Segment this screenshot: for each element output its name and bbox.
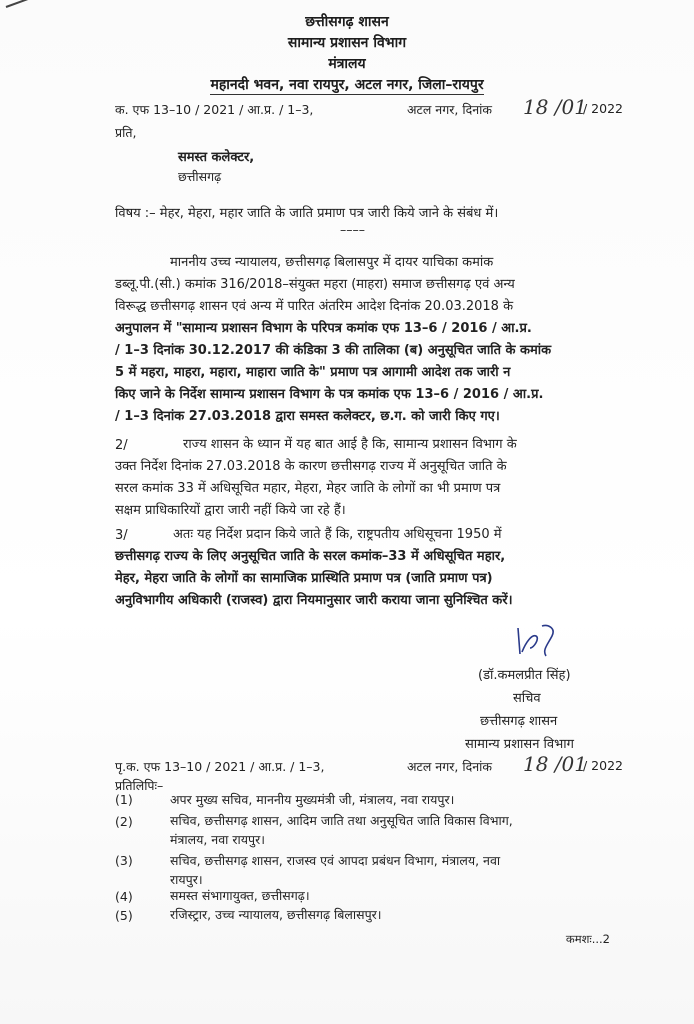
address-line: [0, 75, 694, 94]
copy-item-text: [170, 851, 500, 889]
copy-item-line: समस्त संभागायुक्त, छत्तीसगढ़।: [170, 888, 310, 903]
para1-line: अनुपालन में "सामान्य प्रशासन विभाग के परिपत्र कमांक एफ 13–6 / 2016 / आ.प्र.: [115, 321, 532, 336]
addressee-prefix: प्रति,: [115, 125, 137, 140]
copy-item-number: (4): [115, 889, 133, 904]
copy-item-number: (1): [115, 792, 133, 807]
para3-line: छत्तीसगढ़ राज्य के लिए अनुसूचित जाति के सरल कमांक–33 में अधिसूचित महार,: [115, 549, 506, 564]
copy-item-line: मंत्रालय, नवा रायपुर।: [170, 832, 265, 847]
copy-item-line: रजिस्ट्रार, उच्च न्यायालय, छत्तीसगढ़ बिलासपुर।: [170, 907, 382, 922]
copy-item-line: सचिव, छत्तीसगढ़ शासन, राजस्व एवं आपदा प्रबंधन विभाग, मंत्रालय, नवा: [170, 853, 501, 868]
para1-line: किए जाने के निर्देश सामान्य प्रशासन विभाग के पत्र कमांक एफ 13–6 / 2016 / आ.प्र.: [115, 387, 544, 402]
signatory-name: (डॉ.कमलप्रीत सिंह): [478, 668, 571, 683]
para1-line: डब्लू.पी.(सी.) कमांक 316/2018–संयुक्त महरा (माहरा) समाज छत्तीसगढ़ एवं अन्य: [115, 277, 515, 292]
copy-item-text: [170, 811, 513, 849]
signature-scrawl: [512, 622, 564, 662]
copy-item-line: अपर मुख्य सचिव, माननीय मुख्यमंत्री जी, मंत्रालय, नवा रायपुर।: [170, 792, 455, 807]
signatory-org1: छत्तीसगढ़ शासन: [480, 714, 558, 729]
ministry-title: मंत्रालय: [328, 56, 366, 72]
para2-line: सक्षम प्राधिकारियों द्वारा जारी नहीं किये जा रहे हैं।: [115, 503, 346, 518]
department-title: सामान्य प्रशासन विभाग: [287, 35, 407, 51]
endorsement-date-label: अटल नगर, दिनांक: [407, 759, 492, 774]
pen-mark: [6, 0, 44, 8]
copy-item-line: रायपुर।: [170, 872, 203, 887]
subject-line: विषय :– मेहर, मेहरा, महार जाति के जाति प्रमाण पत्र जारी किये जाने के संबंध में।: [115, 206, 499, 221]
para1-line: / 1–3 दिनांक 27.03.2018 द्वारा समस्त कलेक्टर, छ.ग. को जारी किए गए।: [115, 409, 500, 424]
para3-number: 3/: [115, 528, 128, 543]
endorsement-ref: पृ.क. एफ 13–10 / 2021 / आ.प्र. / 1–3,: [115, 759, 325, 774]
address-text: महानदी भवन, नवा रायपुर, अटल नगर, जिला–रायपुर: [210, 77, 484, 93]
para3-line: अतः यह निर्देश प्रदान किये जाते हैं कि, राष्ट्रपतीय अधिसूचना 1950 में: [173, 527, 502, 542]
para1-line: विरूद्ध छत्तीसगढ़ शासन एवं अन्य में पारित अंतरिम आदेश दिनांक 20.03.2018 के: [115, 299, 514, 314]
subject-rule: ––––: [340, 222, 365, 237]
copy-item-number: (5): [115, 908, 133, 923]
letter-ref: क. एफ 13–10 / 2021 / आ.प्र. / 1–3,: [115, 102, 314, 117]
para1-line: / 1–3 दिनांक 30.12.2017 की कंडिका 3 की तालिका (ब) अनुसूचित जाति के कमांक: [115, 343, 552, 358]
addressee-line2: छत्तीसगढ़: [178, 169, 222, 184]
para3-line: अनुविभागीय अधिकारी (राजस्व) द्वारा नियमानुसार जारी कराया जाना सुनिश्चित करें।: [115, 593, 513, 608]
copy-item-number: (2): [115, 814, 133, 829]
letter-date-handwritten: 18 /01: [523, 95, 587, 119]
copy-item-number: (3): [115, 853, 133, 868]
govt-title: छत्तीसगढ़ शासन: [305, 14, 389, 30]
signatory-org2: सामान्य प्रशासन विभाग: [465, 737, 574, 752]
para1-line: 5 में महरा, माहरा, महारा, माहारा जाति के" प्रमाण पत्र आगामी आदेश तक जारी न: [115, 365, 511, 380]
para2-number: 2/: [115, 438, 128, 453]
endorsement-date-handwritten: 18 /01: [523, 752, 587, 776]
para1-line: माननीय उच्च न्यायालय, छत्तीसगढ़ बिलासपुर में दायर याचिका कमांक: [170, 255, 494, 270]
letter-date-year: / 2022: [583, 101, 623, 116]
para2-line: राज्य शासन के ध्यान में यह बात आई है कि, सामान्य प्रशासन विभाग के: [183, 437, 517, 452]
copy-item-text: [170, 790, 454, 809]
paragraph-3: [115, 524, 625, 612]
copy-item-text: [170, 886, 310, 905]
copy-item-line: सचिव, छत्तीसगढ़ शासन, आदिम जाति तथा अनुसूचित जाति विकास विभाग,: [170, 813, 513, 828]
addressee-line1: समस्त कलेक्टर,: [178, 150, 255, 165]
para2-line: सरल कमांक 33 में अधिसूचित महार, मेहरा, मेहर जाति के लोगों का भी प्रमाण पत्र: [115, 481, 501, 496]
paragraph-2: [115, 434, 625, 522]
para2-line: उक्त निर्देश दिनांक 27.03.2018 के कारण छत्तीसगढ़ राज्य में अनुसूचित जाति के: [115, 459, 507, 474]
para3-line: मेहर, मेहरा जाति के लोगों का सामाजिक प्रास्थिति प्रमाण पत्र (जाति प्रमाण पत्र): [115, 571, 493, 586]
copy-item-text: [170, 905, 382, 924]
endorsement-date-year: / 2022: [583, 758, 623, 773]
continued-marker: कमशः...2: [565, 932, 610, 946]
letter-date-label: अटल नगर, दिनांक: [407, 102, 492, 117]
paragraph-1: [115, 252, 625, 428]
signatory-designation: सचिव: [513, 691, 541, 706]
copy-label: प्रतिलिपिः–: [115, 778, 164, 793]
